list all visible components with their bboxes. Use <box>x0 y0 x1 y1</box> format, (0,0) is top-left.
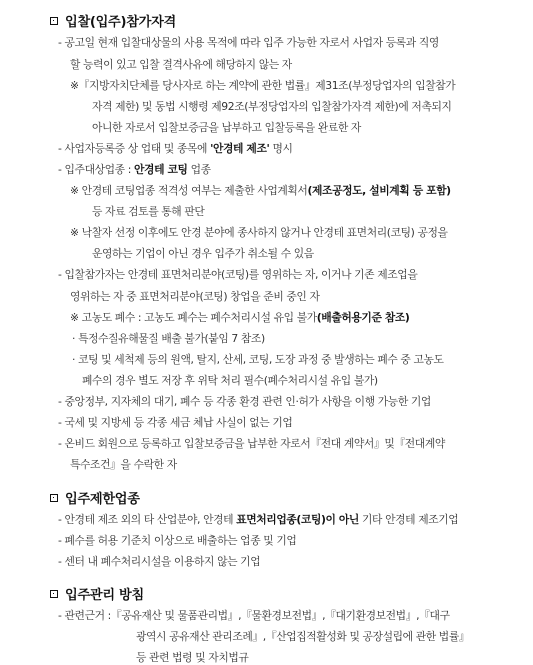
text-line: - 국세 및 지방세 등 각종 세금 체납 사실이 없는 기업 <box>58 416 293 429</box>
square-bullet-icon <box>50 17 58 25</box>
text-line: 폐수의 경우 별도 저장 후 위탁 처리 필수(폐수처리시설 유입 불가) <box>82 374 378 387</box>
text-line: 등 자료 검토를 통해 판단 <box>92 205 205 218</box>
bold-not-coating: 표면처리업종(코팅)이 아닌 <box>236 513 359 526</box>
text-line: ※ 안경테 코팅업종 적격성 여부는 제출한 사업계획서(제조공정도, 설비계획 등 포함) <box>70 184 451 197</box>
text-line: 자격 제한) 및 동법 시행령 제92조(부정당업자의 입찰참가자격 제한)에 저촉되지 <box>92 100 452 113</box>
text-line: - 폐수를 허용 기준치 이상으로 배출하는 업종 및 기업 <box>58 534 297 547</box>
text-line: ※『지방자치단체를 당사자로 하는 계약에 관한 법률』제31조(부정당업자의 입찰참가 <box>70 79 456 92</box>
text-line: - 관련근거 :『공유재산 및 물품관리법』,『물환경보전법』,『대기환경보전법』,『대구 <box>58 609 450 622</box>
text-line: - 중앙정부, 지자체의 대기, 폐수 등 각종 환경 관련 인·허가 사항을 이행 가능한 기업 <box>58 395 431 408</box>
text-line: - 사업자등록증 상 업태 및 종목에 '안경테 제조' 명시 <box>58 142 293 155</box>
section-title-restricted: 입주제한업종 <box>50 488 140 507</box>
bold-industry: 안경테 코팅 <box>134 163 188 176</box>
text-line: - 센터 내 폐수처리시설을 이용하지 않는 기업 <box>58 555 261 568</box>
bold-plan-note: (제조공정도, 설비계획 등 포함) <box>307 184 451 197</box>
text-line: ※ 낙찰자 선정 이후에도 안경 분야에 종사하지 않거나 안경테 표면처리(코팅) 공정을 <box>70 226 448 239</box>
text-line: - 공고일 현재 입찰대상물의 사용 목적에 따라 입주 가능한 자로서 사업자 등록과 직영 <box>58 36 439 49</box>
text-line: 할 능력이 있고 입찰 결격사유에 해당하지 않는 자 <box>70 58 292 71</box>
text-line: 특수조건』을 수락한 자 <box>70 458 177 471</box>
square-bullet-icon <box>50 590 58 598</box>
text-line: - 온비드 회원으로 등록하고 입찰보증금을 납부한 자로서『전대 계약서』및『전대계약 <box>58 437 445 450</box>
section-title-management: 입주관리 방침 <box>50 584 144 603</box>
section-title-eligibility: 입찰(입주)참가자격 <box>50 11 176 30</box>
text-line: - 입찰참가자는 안경테 표면처리분야(코팅)를 영위하는 자, 이거나 기존 제조업을 <box>58 268 418 281</box>
bold-business-item: '안경테 제조' <box>210 142 270 155</box>
text-line: 운영하는 기업이 아닌 경우 입주가 취소될 수 있음 <box>92 247 314 260</box>
text-line: 아니한 자로서 입찰보증금을 납부하고 입찰등록을 완료한 자 <box>92 121 361 134</box>
text-line: - 입주대상업종 : 안경테 코팅 업종 <box>58 163 211 176</box>
text-line: ※ 고농도 폐수 : 고농도 폐수는 폐수처리시설 유입 불가(배출허용기준 참조) <box>70 311 410 324</box>
text-line: · 코팅 및 세척제 등의 원액, 탈지, 산세, 코팅, 도장 과정 중 발생하는 폐수 중 고농도 <box>72 353 444 366</box>
text-line: 등 관련 법령 및 자치법규 <box>136 651 249 664</box>
square-bullet-icon <box>50 494 58 502</box>
text-line: 광역시 공유재산 관리조례』,『산업집적활성화 및 공장설립에 관한 법률』 <box>136 630 470 643</box>
text-line: - 안경테 제조 외의 타 산업분야, 안경테 표면처리업종(코팅)이 아닌 기타 안경테 제조기업 <box>58 513 459 526</box>
bold-wastewater-note: (배출허용기준 참조) <box>316 311 410 324</box>
text-line: · 특정수질유해물질 배출 불가(붙임 7 참조) <box>72 332 265 345</box>
text-line: 영위하는 자 중 표면처리분야(코팅) 창업을 준비 중인 자 <box>70 290 320 303</box>
